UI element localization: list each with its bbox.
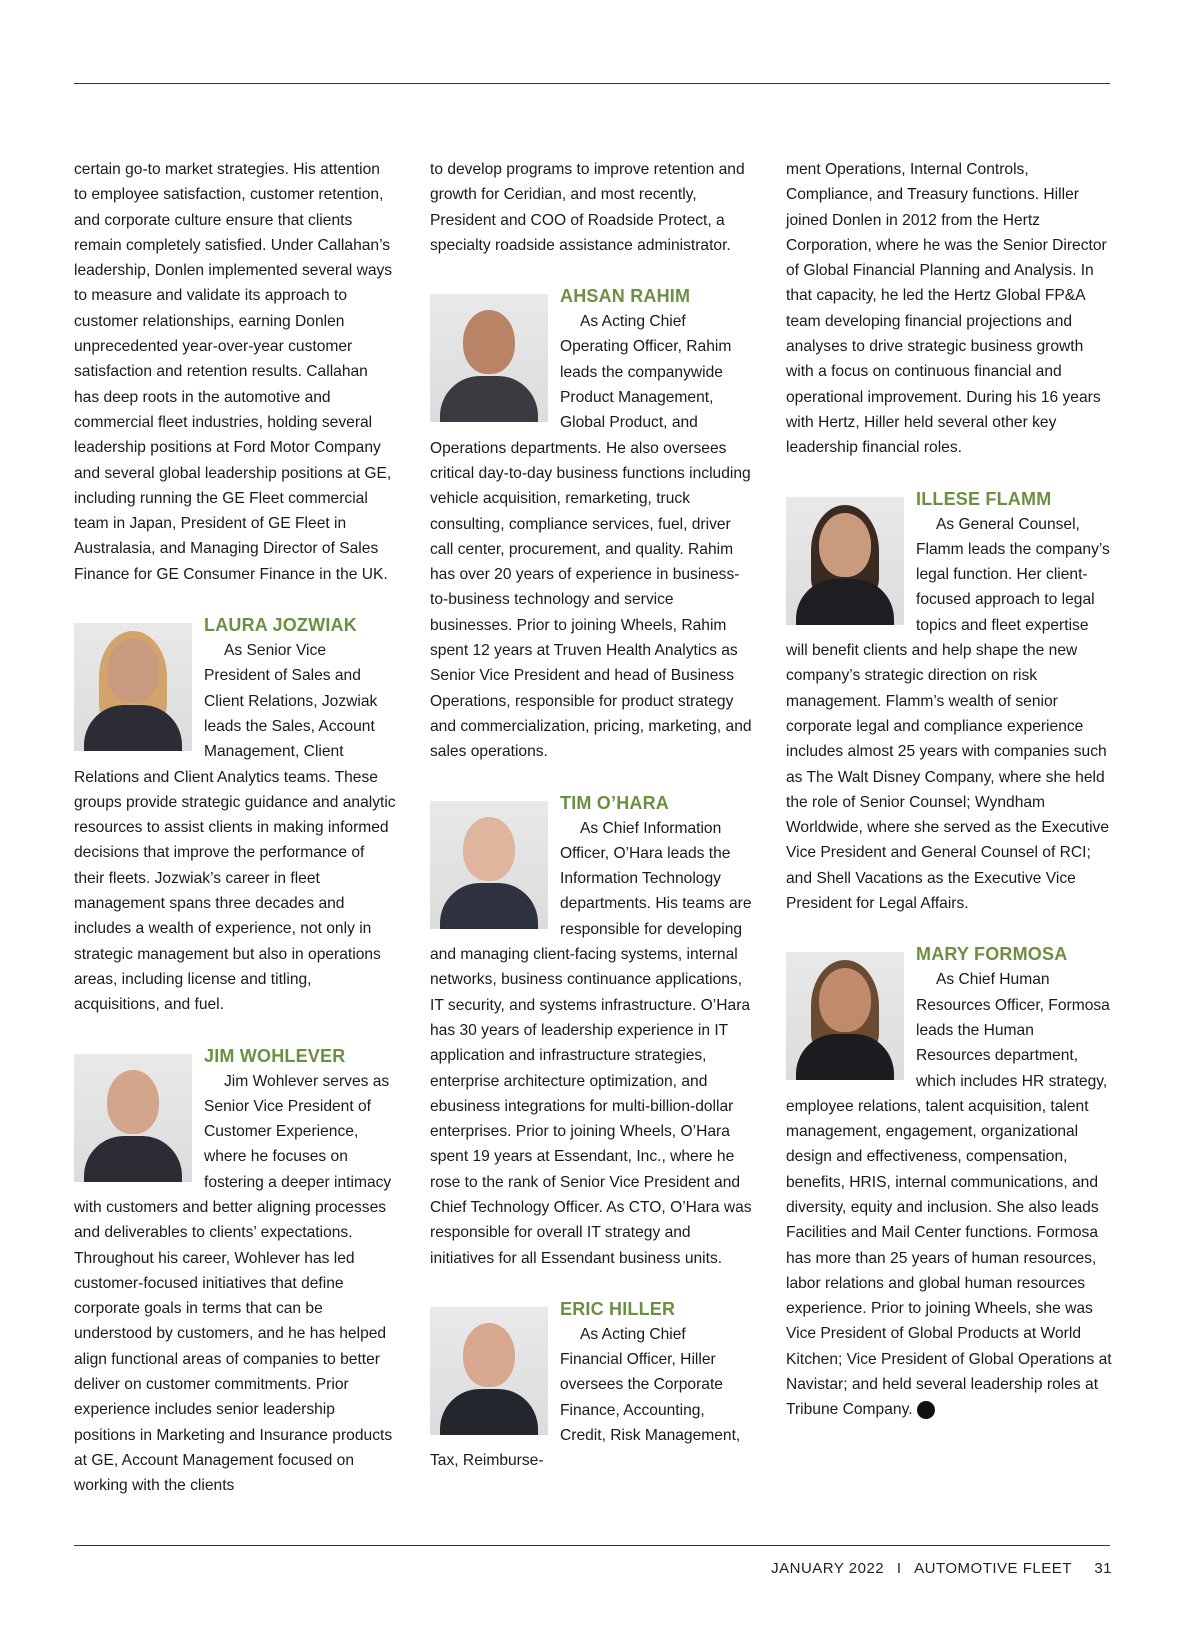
- bio-name: AHSAN RAHIM: [560, 286, 691, 307]
- bio-illese-flamm: [786, 487, 1112, 917]
- footer-publication: AUTOMOTIVE FLEET: [914, 1560, 1072, 1577]
- bio-eric-hiller: [430, 1297, 752, 1474]
- page-footer: [763, 1560, 1112, 1577]
- footer-separator: I: [896, 1560, 902, 1577]
- column-2-intro: to develop programs to improve retention and growth for Ceridian, and most recently, President and COO of Roadside Protect, a specialty roadside assistance administrator.: [430, 161, 745, 254]
- column-2: [430, 157, 752, 1474]
- column-3: [786, 157, 1112, 1423]
- eric-hiller-photo: [430, 1307, 548, 1435]
- bio-tim-ohara: [430, 791, 752, 1271]
- bio-name: LAURA JOZWIAK: [204, 615, 357, 636]
- footer-date: JANUARY 2022: [771, 1560, 885, 1577]
- bio-mary-formosa: [786, 942, 1112, 1422]
- column-1: [74, 157, 396, 1499]
- bio-text: As General Counsel, Flamm leads the company’s legal function. Her client-focused approach to legal topics and fleet expertise will benefit clients and help shape the new company’s strategic direction on risk management. Flamm’s wealth of senior corporate legal and compliance experience includes almost 25 years with companies such as The Walt Disney Company, where she held the role of Senior Counsel; Wyndham Worldwide, where she served as the Executive Vice President and General Counsel of RCI; and Shell Vacations as the Executive Vice President for Legal Affairs.: [786, 515, 1110, 913]
- bottom-rule: [74, 1545, 1110, 1546]
- bio-text: As Senior Vice President of Sales and Client Relations, Jozwiak leads the Sales, Account Management, Client Relations and Client Analytics teams. These groups provide strategic guidance and analytic resources to assist clients in making informed decisions that improve the performance of their fleets. Jozwiak’s career in fleet management spans three decades and includes a wealth of experience, not only in strategic management but also in operations areas, including license and titling, acquisitions, and fuel.: [74, 642, 396, 1014]
- bio-ahsan-rahim: [430, 284, 752, 764]
- column-3-intro: ment Operations, Internal Controls, Compliance, and Treasury functions. Hiller joined Donlen in 2012 from the Hertz Corporation, where he was the Senior Director of Global Financial Planning and Analysis. In that capacity, he led the Hertz Global FP&A team developing financial projections and analyses to drive strategic business growth with a focus on continuous financial and operational improvement. During his 16 years with Hertz, Hiller held several other key leadership financial roles.: [786, 161, 1107, 457]
- bio-name: MARY FORMOSA: [916, 944, 1068, 965]
- mary-formosa-photo: [786, 952, 904, 1080]
- tim-ohara-photo: [430, 801, 548, 929]
- bio-laura-jozwiak: [74, 613, 396, 1017]
- laura-jozwiak-photo: [74, 623, 192, 751]
- bio-jim-wohlever: [74, 1044, 396, 1499]
- illese-flamm-photo: [786, 497, 904, 625]
- bio-name: ERIC HILLER: [560, 1298, 676, 1319]
- page-number: 31: [1094, 1560, 1112, 1577]
- bio-text: As Acting Chief Financial Officer, Hiller oversees the Corporate Finance, Accounting, Credit, Risk Management, Tax, Reimburse-: [430, 1325, 741, 1470]
- af-logo-icon: AF: [917, 1401, 935, 1419]
- ahsan-rahim-photo: [430, 294, 548, 422]
- jim-wohlever-photo: [74, 1054, 192, 1182]
- bio-text-content: As Chief Human Resources Officer, Formosa leads the Human Resources department, which includes HR strategy, employee relations, talent acquisition, talent management, engagement, organizational design and effectiveness, compensation, benefits, HRIS, internal communications, and diversity, equity and inclusion. She also leads Facilities and Mail Center functions. Formosa has more than 25 years of human resources, labor relations and global human resources experience. Prior to joining Wheels, she was Vice President of Global Products at World Kitchen; Vice President of Global Operations at Navistar; and held several leadership roles at Tribune Company.: [786, 971, 1112, 1419]
- bio-name: TIM O’HARA: [560, 792, 669, 813]
- bio-text: As Acting Chief Operating Officer, Rahim leads the companywide Product Management, Global Product, and Operations departments. He also oversees critical day-to-day business functions including vehicle acquisition, remarketing, truck consulting, compliance services, fuel, driver call center, procurement, and quality. Rahim has over 20 years of experience in business-to-business technology and service businesses. Prior to joining Wheels, Rahim spent 12 years at Truven Health Analytics as Senior Vice President and head of Business Operations, responsible for product strategy and commercialization, pricing, marketing, and sales operations.: [430, 313, 752, 761]
- column-1-intro: certain go-to market strategies. His attention to employee satisfaction, customer retention, and corporate culture ensure that clients remain completely satisfied. Under Callahan’s leadership, Donlen implemented several ways to measure and validate its approach to customer relationships, earning Donlen unprecedented year-over-year customer satisfaction and retention results. Callahan has deep roots in the automotive and commercial fleet industries, holding several leadership positions at Ford Motor Company and several global leadership positions at GE, including running the GE Fleet commercial team in Japan, President of GE Fleet in Australasia, and Managing Director of Sales Finance for GE Consumer Finance in the UK.: [74, 161, 393, 583]
- bio-name: JIM WOHLEVER: [204, 1045, 346, 1066]
- bio-name: ILLESE FLAMM: [916, 488, 1052, 509]
- top-rule: [74, 83, 1110, 84]
- bio-text: As Chief Information Officer, O’Hara leads the Information Technology departments. His teams are responsible for developing and managing client-facing systems, internal networks, business continuance applications, IT security, and systems infrastructure. O’Hara has 30 years of leadership experience in IT application and infrastructure strategies, enterprise architecture optimization, and ebusiness integrations for multi-billion-dollar enterprises. Prior to joining Wheels, O’Hara spent 19 years at Essendant, Inc., where he rose to the rank of Senior Vice President and Chief Technology Officer. As CTO, O’Hara was responsible for overall IT strategy and initiatives for all Essendant business units.: [430, 819, 752, 1267]
- bio-text: Jim Wohlever serves as Senior Vice President of Customer Experience, where he focuses on fostering a deeper intimacy with customers and better aligning processes and deliverables to clients’ expectations. Throughout his career, Wohlever has led customer-focused initiatives that define corporate goals in terms that can be understood by customers, and he has helped align functional areas of companies to better deliver on customer commitments. Prior experience includes senior leadership positions in Marketing and Insurance products at GE, Account Management focused on working with the clients: [74, 1072, 393, 1495]
